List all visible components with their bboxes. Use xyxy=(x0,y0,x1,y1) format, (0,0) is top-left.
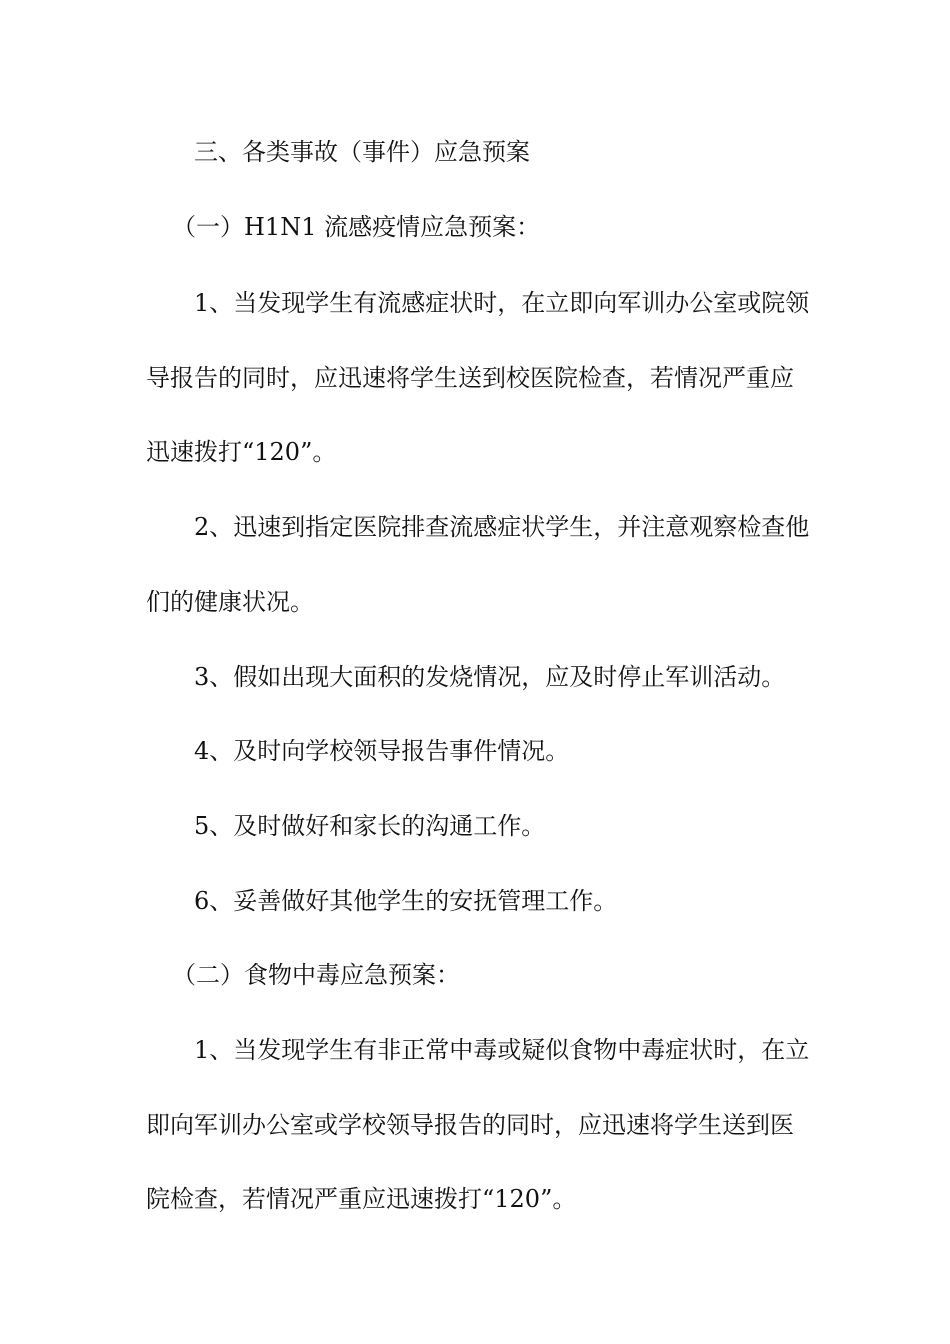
h1n1-item-2-line-1: 2、迅速到指定医院排查流感症状学生，并注意观察检查他 xyxy=(194,513,810,541)
h1n1-item-5: 5、及时做好和家长的沟通工作。 xyxy=(194,812,546,840)
h1n1-item-1-line-1: 1、当发现学生有流感症状时，在立即向军训办公室或院领 xyxy=(194,289,810,317)
subsection-heading-h1n1: （一）H1N1 流感疫情应急预案： xyxy=(172,213,541,241)
food-item-1-line-1: 1、当发现学生有非正常中毒或疑似食物中毒症状时，在立 xyxy=(194,1036,810,1064)
food-item-1-line-2: 即向军训办公室或学校领导报告的同时，应迅速将学生送到医 xyxy=(146,1111,794,1139)
h1n1-item-6: 6、妥善做好其他学生的安抚管理工作。 xyxy=(194,887,618,915)
h1n1-item-1-line-2: 导报告的同时，应迅速将学生送到校医院检查，若情况严重应 xyxy=(146,364,794,392)
section-title: 三、各类事故（事件）应急预案 xyxy=(194,138,530,166)
h1n1-item-4: 4、及时向学校领导报告事件情况。 xyxy=(194,737,570,765)
h1n1-item-2-line-2: 们的健康状况。 xyxy=(146,588,314,616)
subsection-heading-food-poisoning: （二）食物中毒应急预案： xyxy=(172,961,460,989)
h1n1-item-3: 3、假如出现大面积的发烧情况，应及时停止军训活动。 xyxy=(194,663,786,691)
food-item-1-line-3: 院检查，若情况严重应迅速拨打“120”。 xyxy=(146,1185,577,1213)
h1n1-item-1-line-3: 迅速拨打“120”。 xyxy=(146,438,337,466)
